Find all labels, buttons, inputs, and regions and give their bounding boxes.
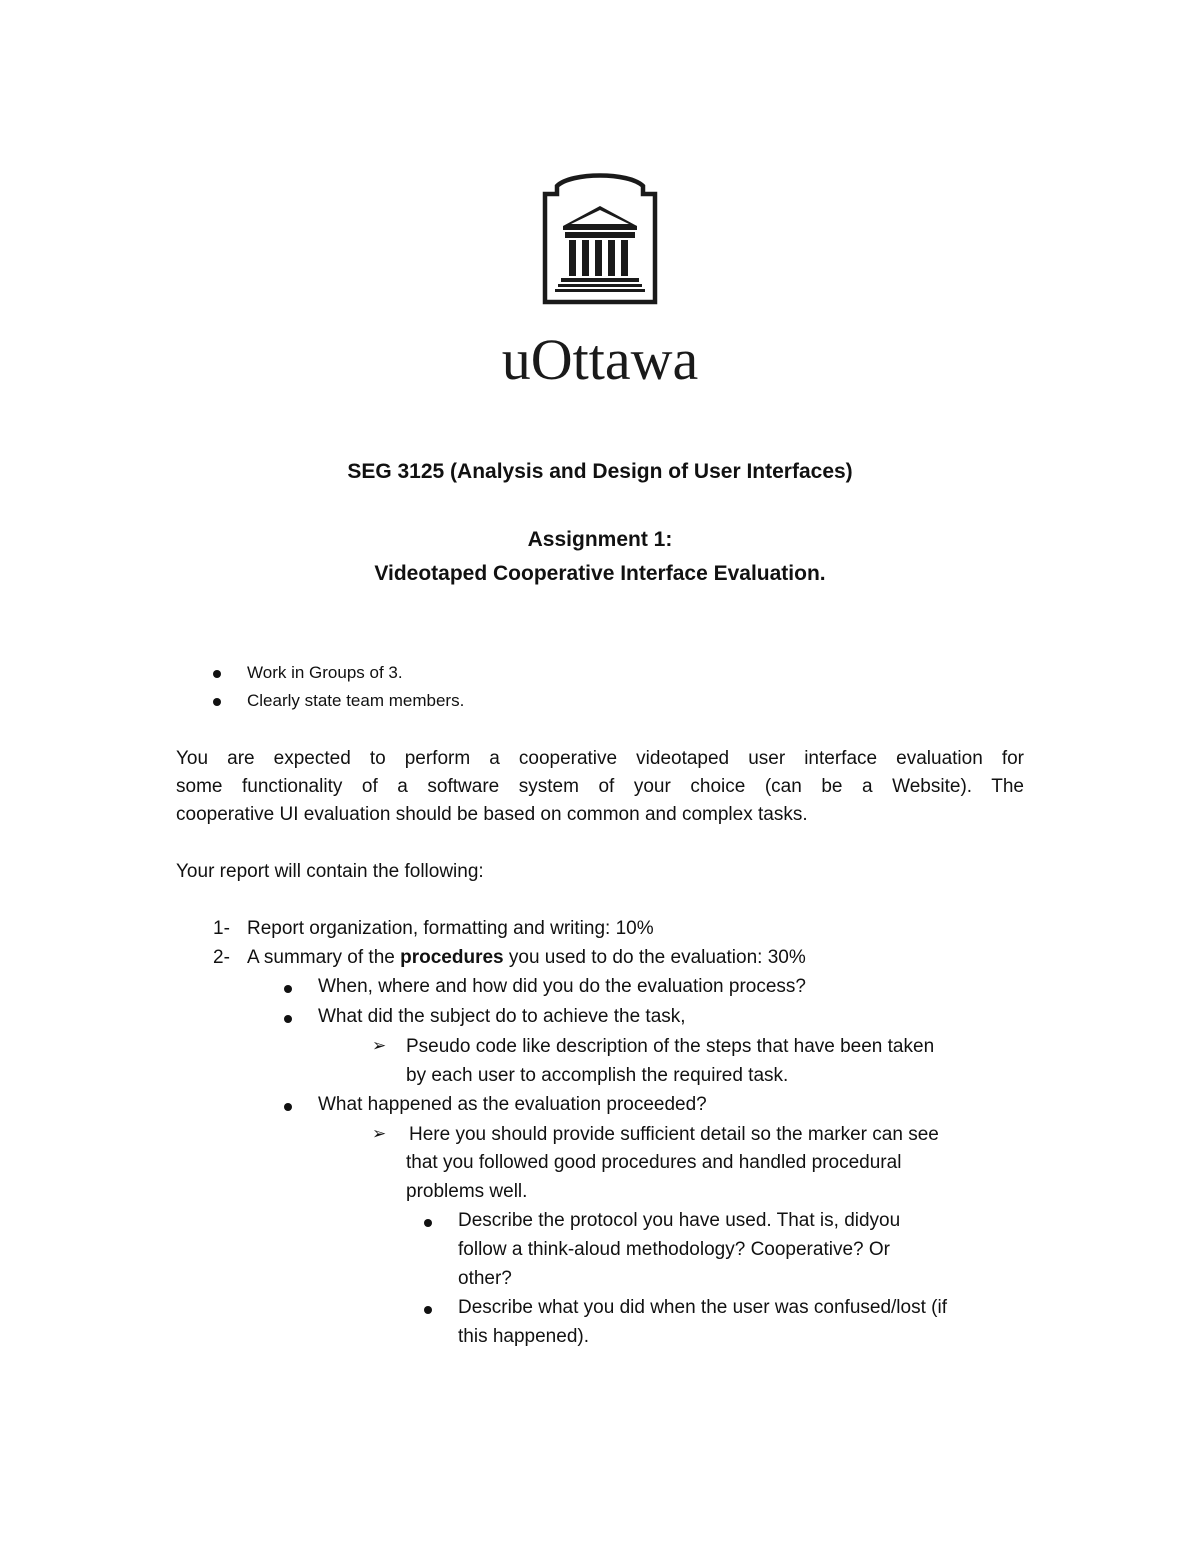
list-item-line: Describe the protocol you have used. That is, didyou	[458, 1210, 901, 1231]
course-title: SEG 3125 (Analysis and Design of User Interfaces)	[347, 460, 853, 483]
bullet-icon	[424, 1219, 432, 1227]
report-intro: Your report will contain the following:	[176, 861, 484, 882]
item-text: you used to do the evaluation: 30%	[503, 947, 806, 968]
assignment-title: Videotaped Cooperative Interface Evaluation.	[374, 562, 826, 585]
arrow-bullet-icon: ➢	[372, 1124, 387, 1143]
item-text: A summary of the	[247, 947, 401, 968]
item-bold-text: procedures	[400, 947, 504, 968]
arrow-bullet-icon: ➢	[372, 1036, 387, 1055]
list-item: Work in Groups of 3.	[247, 663, 403, 682]
list-item: When, where and how did you do the evaluation process?	[318, 976, 806, 997]
bullet-icon	[284, 1015, 292, 1023]
paragraph-line: cooperative UI evaluation should be based on common and complex tasks.	[176, 804, 808, 825]
list-item-line: Pseudo code like description of the steps that have been taken	[406, 1036, 935, 1057]
list-item: Clearly state team members.	[247, 691, 465, 710]
list-item-line: Describe what you did when the user was confused/lost (if	[458, 1297, 947, 1318]
list-item-line: this happened).	[458, 1326, 589, 1347]
paragraph-line: some functionality of a software system of your choice (can be a Website). The	[176, 776, 1024, 797]
list-item	[247, 947, 806, 969]
list-item-line: Here you should provide sufficient detail so the marker can see	[409, 1124, 939, 1145]
logo-wordmark: uOttawa	[501, 327, 699, 392]
assignment-label: Assignment 1:	[527, 528, 673, 551]
bullet-icon	[213, 698, 221, 706]
list-item: Report organization, formatting and writing: 10%	[247, 918, 654, 939]
item-number: 2-	[213, 947, 230, 968]
list-item-line: follow a think-aloud methodology? Cooperative? Or	[458, 1239, 890, 1260]
list-item: What did the subject do to achieve the task,	[318, 1006, 686, 1027]
bullet-icon	[213, 670, 221, 678]
list-item-line: by each user to accomplish the required task.	[406, 1065, 789, 1086]
university-building-crest-icon	[541, 172, 659, 306]
bullet-icon	[424, 1306, 432, 1314]
list-item-line: that you followed good procedures and handled procedural	[406, 1152, 902, 1173]
intro-paragraph	[176, 745, 1024, 829]
list-item-line: problems well.	[406, 1181, 528, 1202]
bullet-icon	[284, 1103, 292, 1111]
paragraph-line: You are expected to perform a cooperative videotaped user interface evaluation for	[176, 748, 1024, 769]
list-item-line: other?	[458, 1268, 512, 1289]
item-number: 1-	[213, 918, 230, 939]
list-item: What happened as the evaluation proceeded?	[318, 1094, 707, 1115]
bullet-icon	[284, 985, 292, 993]
